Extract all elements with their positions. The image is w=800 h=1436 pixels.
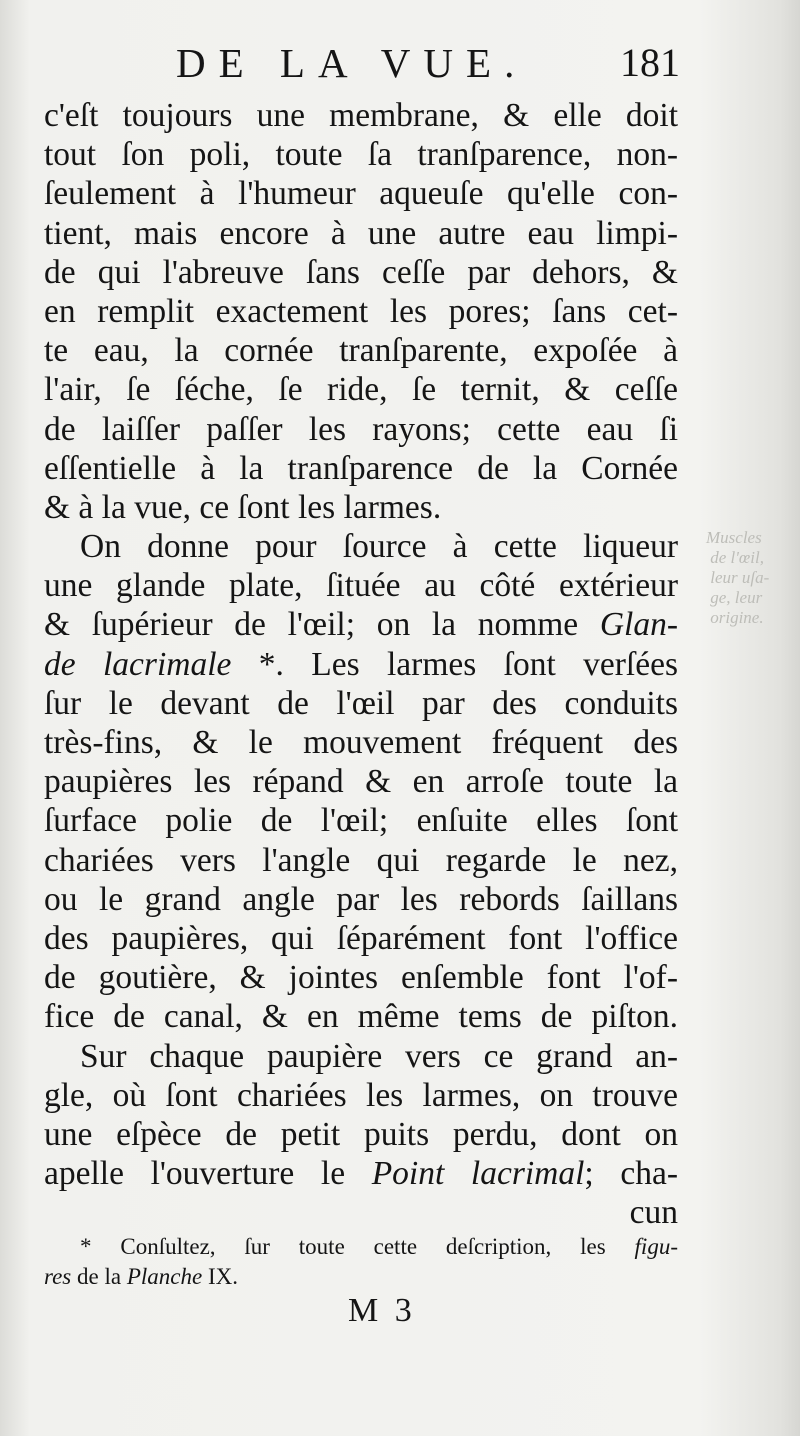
footnote-italic: figu- xyxy=(634,1234,678,1259)
signature-mark: M 3 xyxy=(348,1292,416,1329)
text-line: de qui l'abreuve ſans ceſſe par dehors, & xyxy=(44,253,678,291)
text-line: fice de canal, & en même tems de piſton. xyxy=(44,998,678,1036)
text-line: l'air, ſe ſéche, ſe ride, ſe ternit, & ceſſe xyxy=(44,371,678,409)
paragraph-start-line: Sur chaque paupière vers ce grand an- xyxy=(80,1037,678,1075)
text-line: c'eſt toujours une membrane, & elle doit xyxy=(44,97,678,134)
catchword: cun xyxy=(629,1194,678,1232)
text-line: ou le grand angle par les rebords ſaillans xyxy=(44,880,678,918)
text-line: & à la vue, ce ſont les larmes. xyxy=(44,488,442,526)
footnote xyxy=(44,1232,678,1292)
footnote-italic: res xyxy=(44,1264,72,1289)
text-line: chariées vers l'angle qui regarde le nez, xyxy=(44,841,678,879)
text-line: de goutière, & jointes enſemble font l'of- xyxy=(44,959,678,997)
running-header xyxy=(44,38,680,88)
italic-term: Glan- xyxy=(599,606,678,644)
footnote-text: IX. xyxy=(202,1264,238,1289)
text-line: une glande plate, ſituée au côté extérieur xyxy=(44,567,678,605)
text-line: ſurface polie de l'œil; enſuite elles ſont xyxy=(44,802,678,840)
text-line: de laiſſer paſſer les rayons; cette eau ſi xyxy=(44,410,678,448)
text-line: des paupières, qui ſéparément font l'office xyxy=(44,919,678,957)
page-number: 181 xyxy=(620,40,680,85)
footnote-text: de la xyxy=(71,1264,127,1289)
show-through-margin: Muscles de l'œil, leur uſa- ge, leur origine. xyxy=(706,528,770,627)
text-line: & ſupérieur de l'œil; on la nomme Glan- xyxy=(44,606,678,644)
text-line: une eſpèce de petit puits perdu, dont on xyxy=(44,1115,678,1153)
text-line: très-fins, & le mouvement fréquent des xyxy=(44,724,678,761)
text-line: gle, où ſont chariées les larmes, on trouve xyxy=(44,1076,678,1114)
footnote-line xyxy=(44,1262,678,1292)
italic-term: de lacrimale xyxy=(44,645,232,683)
footnote-text: * Conſultez, ſur toute cette deſcription, les xyxy=(80,1234,635,1259)
body-text xyxy=(44,96,678,1232)
text-line: te eau, la cornée tranſparente, expoſée à xyxy=(44,332,678,370)
running-title: DE LA VUE. xyxy=(176,40,528,86)
text-line: eſſentielle à la tranſparence de la Cornée xyxy=(44,449,678,487)
text-line: paupières les répand & en arroſe toute la xyxy=(44,763,678,801)
text-line: tout ſon poli, toute ſa tranſparence, non- xyxy=(44,136,678,174)
text-line: de lacrimale *. Les larmes ſont verſées xyxy=(44,645,679,683)
italic-term: Point lacrimal xyxy=(371,1155,585,1193)
text-line: ſur le devant de l'œil par des conduits xyxy=(44,684,678,722)
text-line: apelle l'ouverture le Point lacrimal; cha- xyxy=(44,1155,678,1193)
text-line: en remplit exactement les pores; ſans cet- xyxy=(44,292,678,330)
paragraph-start-line: On donne pour ſource à cette liqueur xyxy=(80,528,678,566)
text-line: ſeulement à l'humeur aqueuſe qu'elle con- xyxy=(44,175,678,213)
footnote-line xyxy=(44,1232,678,1262)
footnote-italic: Planche xyxy=(126,1264,203,1289)
text-line: tient, mais encore à une autre eau limpi- xyxy=(44,214,678,252)
